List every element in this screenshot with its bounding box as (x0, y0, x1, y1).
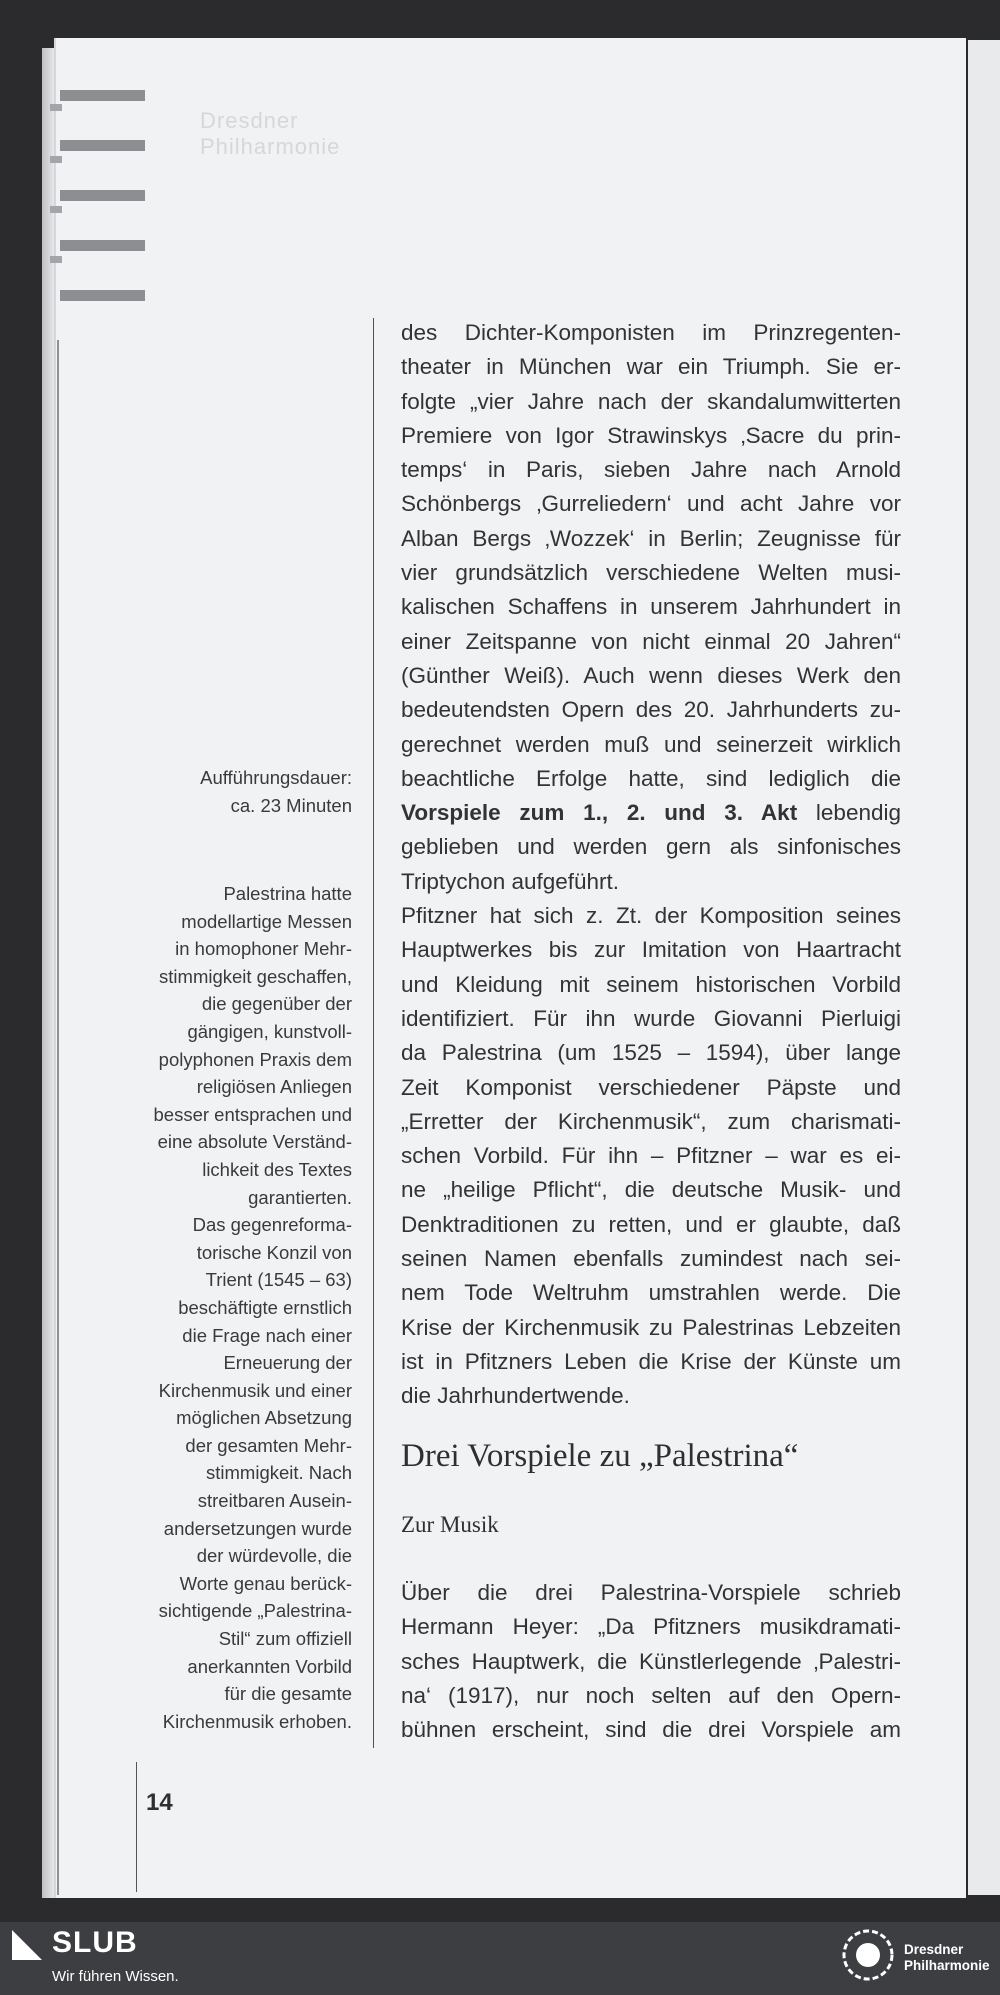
sidebar-note (140, 880, 352, 1735)
text-line: Denktraditionen zu retten, und er glaubte, daß (401, 1211, 901, 1237)
text-line: die Frage nach einer (182, 1324, 352, 1346)
text-line: in homophoner Mehr- (175, 938, 352, 960)
viewer-footer (0, 1922, 1000, 1995)
show-through-line: Philharmonie (200, 134, 341, 159)
stripe-notch (50, 256, 62, 263)
paragraph-1-tail (401, 830, 901, 899)
text-line: Schönbergs ‚Gurreliedern‘ und acht Jahre vor (401, 491, 901, 517)
text-line: sichtigende „Palestrina- (158, 1600, 352, 1622)
text-line: besser entsprachen und (153, 1103, 352, 1125)
text-line: lichkeit des Textes (202, 1158, 352, 1180)
text-line: Das gegenreforma- (192, 1214, 352, 1236)
text-line: Kirchenmusik und einer (158, 1379, 352, 1401)
text-line: nem Tode Weltruhm umstrahlen werde. Die (401, 1280, 901, 1306)
folio-rule (136, 1762, 137, 1892)
text-line: Hauptwerkes bis zur Imitation von Haartracht (401, 937, 901, 963)
text-line: schen Vorbild. Für ihn – Pfitzner – war es ei- (401, 1143, 901, 1169)
stripe (60, 290, 145, 301)
text-line: Premiere von Igor Strawinskys ‚Sacre du prin- (401, 422, 901, 448)
section-heading: Drei Vorspiele zu „Palestrina“ (401, 1438, 799, 1474)
text-line: da Palestrina (um 1525 – 1594), über lange (401, 1040, 901, 1066)
text-line: der gesamten Mehr- (185, 1434, 352, 1456)
text-line: stimmigkeit. Nach (206, 1462, 352, 1484)
page-number: 14 (146, 1789, 173, 1816)
stripe (60, 140, 145, 151)
stripe (60, 190, 145, 201)
text-line: Krise der Kirchenmusik zu Palestrinas Lebzeiten (401, 1314, 901, 1340)
show-through-logo (200, 108, 340, 160)
text-line: Trient (1545 – 63) (205, 1269, 352, 1291)
text-line: beachtliche Erfolge hatte, sind lediglich die (401, 765, 901, 791)
duration-value: ca. 23 Minuten (230, 794, 352, 816)
text-line: die gegenüber der (201, 993, 352, 1015)
text-line: identifiziert. Für ihn wurde Giovanni Pierluigi (401, 1005, 901, 1031)
text-line: Hermann Heyer: „Da Pfitzners musikdramati- (401, 1614, 901, 1640)
text-line: sches Hauptwerk, die Künstlerlegende ‚Palestri- (401, 1648, 901, 1674)
stripe-notch (50, 206, 62, 213)
text-line: modellartige Messen (181, 910, 352, 932)
text-line: möglichen Absetzung (176, 1407, 352, 1429)
article-body (401, 316, 901, 1414)
text-line: gerechnet werden muß und seinerzeit wirklich (401, 731, 901, 757)
duration-label: Aufführungsdauer: (200, 767, 352, 788)
facing-page-edge (968, 40, 1000, 1895)
text-line: Alban Bergs ‚Wozzek‘ in Berlin; Zeugnisse für (401, 525, 901, 551)
text-line: kalischen Schaffens in unserem Jahrhundert in (401, 594, 901, 620)
text-line: streitbaren Ausein- (197, 1490, 352, 1512)
text-line: seinen Namen ebenfalls zumindest nach sei- (401, 1246, 901, 1272)
left-margin-rule (57, 340, 59, 1895)
text-line: beschäftigte ernstlich (178, 1296, 352, 1318)
text-line: gängigen, kunstvoll- (187, 1020, 352, 1042)
text-line: des Dichter-Komponisten im Prinzregenten- (401, 320, 901, 345)
slub-tagline: Wir führen Wissen. (52, 1968, 179, 1985)
text-line: Erneuerung der (223, 1352, 352, 1374)
text-line: garantierten. (248, 1186, 352, 1208)
text-line: folgte „vier Jahre nach der skandalumwitterten (401, 388, 901, 414)
text-line: Palestrina hatte (223, 883, 352, 904)
text-line: eine absolute Verständ- (157, 1131, 352, 1153)
text-line: Pfitzner hat sich z. Zt. der Komposition seines (401, 903, 901, 929)
stripe (60, 240, 145, 251)
text-line: polyphonen Praxis dem (158, 1048, 352, 1070)
stripe-notch (50, 156, 62, 163)
stripe (60, 90, 145, 101)
text-line: na‘ (1917), nur noch selten auf den Opern- (401, 1682, 901, 1708)
stripe-notch (50, 104, 62, 111)
paragraph-1 (401, 316, 901, 796)
slub-logo-icon[interactable] (12, 1930, 42, 1960)
text-line: temps‘ in Paris, sieben Jahre nach Arnold (401, 457, 901, 483)
text-line: einer Zeitspanne von nicht einmal 20 Jahren“ (401, 628, 901, 654)
text-line: vier grundsätzlich verschiedene Welten musi- (401, 560, 901, 586)
text-line: der würdevolle, die (196, 1545, 352, 1567)
paragraph-1-bold-line (401, 796, 901, 830)
text-span: lebendig (797, 800, 901, 826)
text-line: Stil“ zum offiziell (218, 1628, 352, 1650)
text-line: (Günther Weiß). Auch wenn dieses Werk den (401, 662, 901, 688)
text-line: für die gesamte (224, 1683, 352, 1705)
text-line: torische Konzil von (196, 1241, 352, 1263)
text-line: bühnen erscheint, sind die drei Vorspiele am (401, 1717, 901, 1743)
partner-name[interactable] (904, 1942, 990, 1974)
column-divider-rule (373, 318, 374, 1748)
text-line: anerkannten Vorbild (187, 1655, 352, 1677)
text-line: andersetzungen wurde (163, 1517, 352, 1539)
text-line: ne „heilige Pflicht“, die deutsche Musik- und (401, 1177, 901, 1203)
text-line: Worte genau berück- (179, 1572, 352, 1594)
section-subheading: Zur Musik (401, 1512, 499, 1537)
paragraph-3 (401, 1576, 901, 1747)
performance-duration (140, 764, 352, 819)
sidebar-note-text (140, 880, 352, 1735)
page-binding-edge (42, 48, 54, 1898)
text-line: „Erretter der Kirchenmusik“, zum charismati- (401, 1108, 901, 1134)
article-body-continued (401, 1576, 901, 1747)
text-line (401, 796, 901, 830)
partner-name-line: Philharmonie (904, 1958, 990, 1973)
text-line: Kirchenmusik erhoben. (162, 1710, 352, 1732)
text-line: ist in Pfitzners Leben die Krise der Künste um (401, 1348, 901, 1374)
text-line: Über die drei Palestrina-Vorspiele schrieb (401, 1580, 901, 1605)
dresdner-philharmonie-logo-icon[interactable] (842, 1929, 894, 1981)
slub-name[interactable]: SLUB (52, 1926, 138, 1959)
text-line: theater in München war ein Triumph. Sie er- (401, 354, 901, 380)
text-line: bedeutendsten Opern des 20. Jahrhunderts zu- (401, 697, 901, 723)
text-line: Triptychon aufgeführt. (401, 868, 620, 894)
emphasis-text: Vorspiele zum 1., 2. und 3. Akt (401, 800, 798, 826)
paragraph-2 (401, 899, 901, 1413)
text-line: geblieben und werden gern als sinfonisches (401, 834, 901, 860)
text-line: und Kleidung mit seinem historischen Vorbild (401, 971, 901, 997)
text-line: Zeit Komponist verschiedener Päpste und (401, 1074, 901, 1100)
text-line: stimmigkeit geschaffen, (159, 965, 352, 987)
show-through-line: Dresdner (200, 108, 299, 133)
partner-name-line: Dresdner (904, 1942, 964, 1957)
text-line: religiösen Anliegen (196, 1076, 352, 1098)
text-line: die Jahrhundertwende. (401, 1383, 630, 1409)
